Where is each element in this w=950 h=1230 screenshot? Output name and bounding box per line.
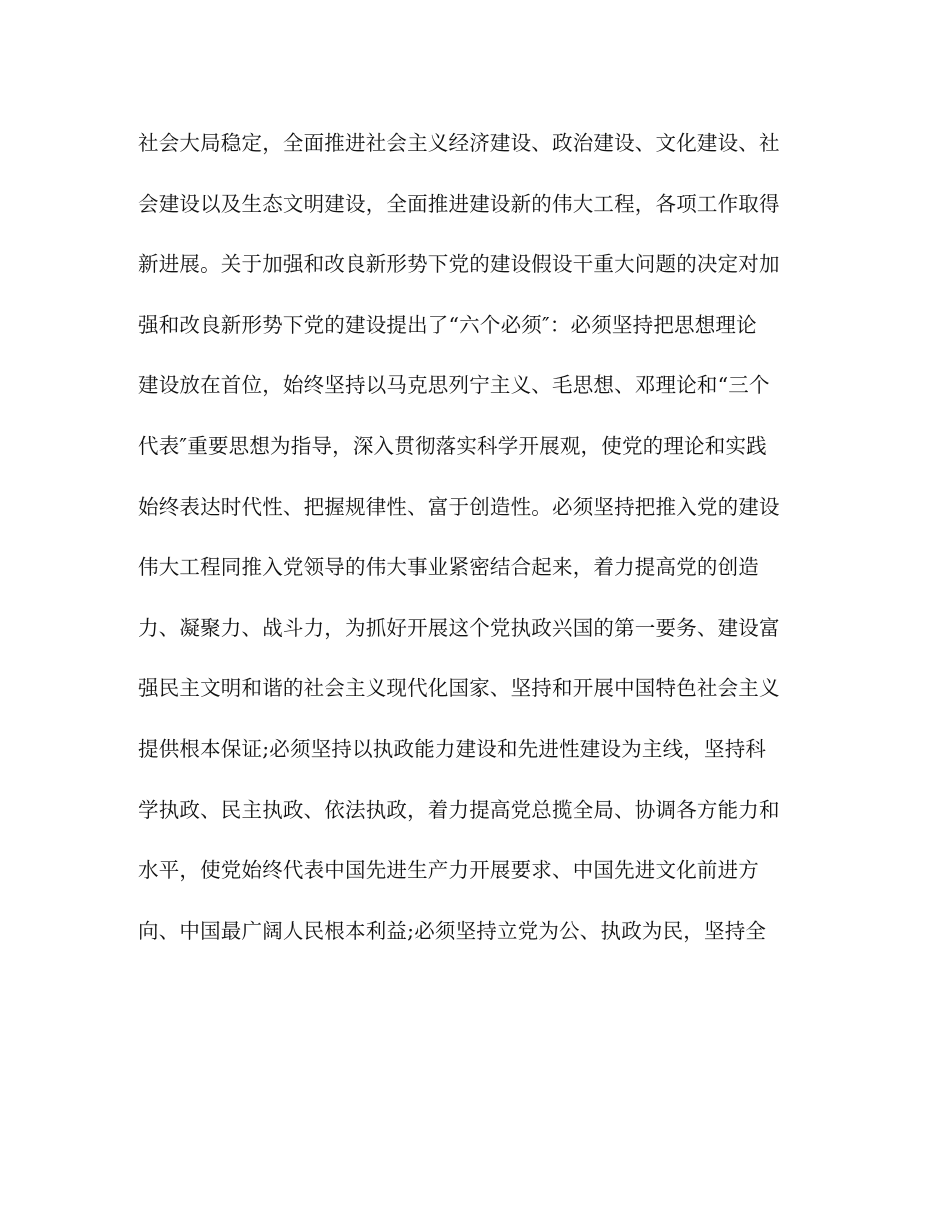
text-line: 伟大工程同推入党领导的伟大事业紧密结合起来，着力提高党的创造 [138,555,759,580]
text-line: 向、中国最广阔人民根本利益;必须坚持立党为公、执政为民，坚持全 [138,918,767,943]
text-line: 新进展。关于加强和改良新形势下党的建设假设干重大问题的决定对加 [138,252,780,277]
text-line: 代表″重要思想为指导，深入贯彻落实科学开展观，使党的理论和实践 [138,433,767,458]
text-line: 建设放在首位，始终坚持以马克思列宁主义、毛思想、邓理论和“三个 [138,373,770,398]
text-line: 水平，使党始终代表中国先进生产力开展要求、中国先进文化前进方 [138,858,759,883]
text-line: 始终表达时代性、把握规律性、富于创造性。必须坚持把推入党的建设 [138,494,780,519]
text-line: 力、凝聚力、战斗力，为抓好开展这个党执政兴国的第一要务、建设富 [138,615,780,640]
text-line: 会建设以及生态文明建设，全面推进建设新的伟大工程，各项工作取得 [138,191,780,216]
text-line: 强和改良新形势下党的建设提出了“六个必须″：必须坚持把思想理论 [138,312,757,337]
text-line: 社会大局稳定，全面推进社会主义经济建设、政治建设、文化建设、社 [138,131,780,155]
text-line: 提供根本保证;必须坚持以执政能力建设和先进性建设为主线，坚持科 [138,736,767,761]
text-line: 学执政、民主执政、依法执政，着力提高党总揽全局、协调各方能力和 [138,797,780,822]
body-paragraph [138,124,828,972]
text-line: 强民主文明和谐的社会主义现代化国家、坚持和开展中国特色社会主义 [138,676,780,701]
